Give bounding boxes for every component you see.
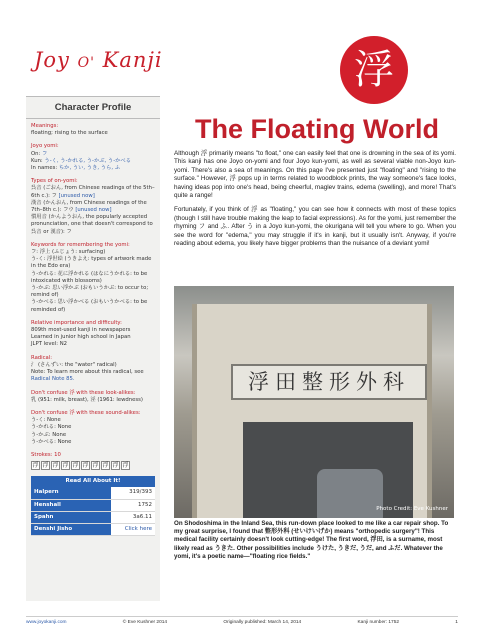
stroke-order-grid [31, 461, 155, 470]
kanji-badge: 浮 [340, 36, 408, 104]
profile-title: Character Profile [26, 97, 160, 119]
paragraph: Although 浮 primarily means "to float," one can easily feel that one is drowning in the sea of its yomi. This kanji has one Joyo on-yomi and four Joyo kun-yomi, as well as several viable non-Joyo kun-yomi. There's also a sea of meanings. On this page I've presented just "floating" and "rising to the surface." However, 浮 pops up in terms related to woodblock prints, the way someone's face looks, having ideas pop into one's head, being cheerful, maglev trains, edema (swelling), and more! That's quite a range! [174, 150, 456, 200]
building-sign: 浮田整形外科 [231, 364, 427, 400]
photo-credit: Photo Credit: Eve Kushner [376, 506, 448, 512]
site-link[interactable]: www.joyokanji.com [26, 620, 67, 625]
article-title: The Floating World [195, 114, 439, 144]
table-row: Henshall 1752 [31, 500, 155, 512]
keywords-section: Keywords for remembering the yomi: フ: 浮上 (ふじょう: surfacing) う-く: 浮世絵 (うきよえ: types of artwork made in the Edo era) う-かれる: 花に浮かれる (はなにうかれる: to be intoxicated with blossoms) う-かぶ: 思い浮かぶ (おもいうかぶ: to occur to; remind of) う-かべる: 思い浮かべる (おもいうかべる: to be reminded of) [31, 241, 152, 313]
article-body [174, 150, 456, 254]
stroke-cell: 浮 [82, 462, 89, 470]
soundalikes-section: Don't confuse 浮 with these sound-alikes: う-く: None う-かれる: None う-かぶ: None う-かべる: None [31, 409, 141, 445]
stroke-cell: 浮 [32, 462, 39, 470]
site-logo: Joy O' Kanji [34, 48, 163, 72]
footer: www.joyokanji.com © Eve Kushner 2014 Originally published: March 14, 2014 Kanji number: 1752 1 [26, 616, 458, 625]
page-number: 1 [455, 620, 458, 625]
onyomi-types-section: Types of on-yomi: 呉音 (ごおん, from Chinese readings of the 5th–6th c.): フ [unused now] 漢音 (かんおん, from Chinese readings of the 7th–8th c.): フウ [unused now] 慣用音 (かんようおん, the popularly accepted pronunciation, one that doesn't correspond to 呉音 or 漢音): フ [31, 178, 155, 235]
radical-note-link[interactable]: Radical Note 85. [31, 376, 75, 383]
paragraph: Fortunately, if you think of 浮 as "floating," you can see how it connects with most of these topics (though I still have trouble making the leap to facial expressions). As for the yomi, just remember the rhyming フ and ふ. After う in a Joyo kun-yomi, the okurigana will tell you where to go. When you see the word for "edema," you may struggle if it's in kanji, but it usually isn't. Anyway, if you're reading about edema, you likely have bigger problems than the nuisance of a deviant yomi! [174, 206, 456, 248]
denshi-jisho-link[interactable]: Click here [124, 525, 152, 532]
stroke-cell: 浮 [42, 462, 49, 470]
table-row: Denshi Jisho Click here [31, 524, 155, 536]
stroke-cell: 浮 [102, 462, 109, 470]
unused-link[interactable]: [unused now] [75, 207, 112, 214]
stroke-cell: 浮 [112, 462, 119, 470]
importance-section: Relative importance and difficulty: 809th most-used kanji in newspapers Learned in junior high school in Japan JLPT level: N2 [31, 319, 131, 348]
stroke-cell: 浮 [122, 462, 129, 470]
strokes-section: Strokes: 10 浮 浮 浮 浮 浮 浮 浮 浮 浮 浮 [31, 452, 155, 470]
building [192, 304, 432, 518]
stroke-cell: 浮 [62, 462, 69, 470]
radical-section: Radical: 氵 (さんずい: the "water" radical) Note: To learn more about this radical, see Radical Note 85. [31, 355, 155, 384]
unused-link[interactable]: [unused now] [58, 192, 95, 199]
photo-caption: On Shodoshima in the Inland Sea, this run-down place looked to me like a car repair shop. To my great surprise, I found that 整形外科 (せいけいげか) means "orthopedic surgery"! This medical facility certainly doesn't look cutting-edge! The first word, 浮田, is a surname, most likely read as うきた. Other possibilities include うけた, うきだ, うだ, and ふだ. Whatever the yomi, it's a poetic name—"floating rice fields." [174, 520, 449, 560]
table-row: Spahn 3a6.11 [31, 512, 155, 524]
meanings-section: Meanings: floating; rising to the surface [31, 123, 108, 137]
reference-table: Read All About It! Halpern 319/393 Henshall 1752 Spahn 3a6.11 Denshi Jisho Click here [31, 476, 155, 536]
stroke-cell: 浮 [92, 462, 99, 470]
stroke-cell: 浮 [52, 462, 59, 470]
photo [174, 286, 454, 518]
yomi-section: Joyo yomi: On: フ Kun: う-く, う-かれる, う-かぶ, う-かべる In names: ちか, うい, うき, うら, ふ [31, 143, 132, 172]
lookalikes-section: Don't confuse 浮 with these look-alikes: 乳 (951: milk, breast), 淫 (1961: lewdness) [31, 389, 143, 403]
stroke-cell: 浮 [72, 462, 79, 470]
character-profile-sidebar [26, 96, 160, 601]
table-row: Halpern 319/393 [31, 487, 155, 499]
car [317, 469, 383, 518]
